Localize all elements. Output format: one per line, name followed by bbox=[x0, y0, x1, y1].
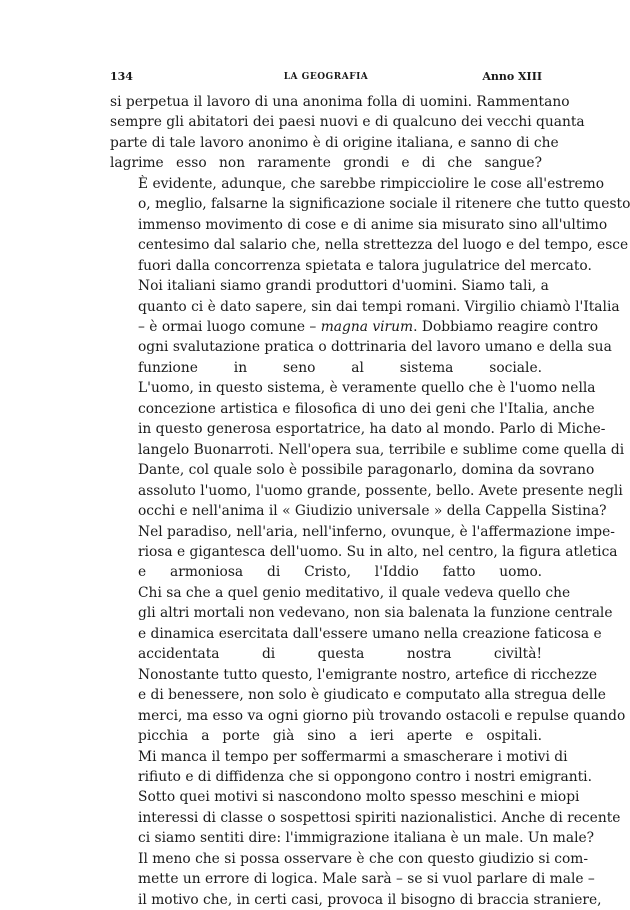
text-line: Mi manca il tempo per soffermarmi a smascherare i motivi di bbox=[110, 747, 542, 767]
text-line: Sotto quei motivi si nascondono molto spesso meschini e miopi bbox=[110, 787, 542, 807]
text-line: fuori dalla concorrenza spietata e talora jugulatrice del mercato. bbox=[110, 256, 542, 276]
text-line: funzione in seno al sistema sociale. bbox=[110, 358, 542, 378]
text-line: merci, ma esso va ogni giorno più trovando ostacoli e repulse quando bbox=[110, 706, 542, 726]
paragraph bbox=[110, 276, 542, 378]
text-line: Nel paradiso, nell'aria, nell'inferno, ovunque, è l'affermazione impe- bbox=[110, 522, 542, 542]
text-line: sempre gli abitatori dei paesi nuovi e di qualcuno dei vecchi quanta bbox=[110, 112, 542, 132]
text-line: centesimo dal salario che, nella strettezza del luogo e del tempo, esce bbox=[110, 235, 542, 255]
text-line: ci siamo sentiti dire: l'immigrazione italiana è un male. Un male? bbox=[110, 828, 542, 848]
text-line: si perpetua il lavoro di una anonima folla di uomini. Rammentano bbox=[110, 92, 542, 112]
text-line: Il meno che si possa osservare è che con questo giudizio si com- bbox=[110, 849, 542, 869]
text-line: gli altri mortali non vedevano, non sia balenata la funzione centrale bbox=[110, 603, 542, 623]
paragraph bbox=[110, 747, 542, 910]
paragraph bbox=[110, 92, 542, 174]
text-line: e di benessere, non solo è giudicato e computato alla stregua delle bbox=[110, 685, 542, 705]
paragraph bbox=[110, 174, 542, 276]
text-line: immenso movimento di cose e di anime sia misurato sino all'ultimo bbox=[110, 215, 542, 235]
text-line: rifiuto e di diffidenza che si oppongono contro i nostri emigranti. bbox=[110, 767, 542, 787]
text-line: Noi italiani siamo grandi produttori d'uomini. Siamo tali, a bbox=[110, 276, 542, 296]
journal-title: LA GEOGRAFIA bbox=[110, 70, 542, 84]
body-text bbox=[110, 92, 542, 910]
paragraph bbox=[110, 665, 542, 747]
paragraph bbox=[110, 378, 542, 583]
text-line: È evidente, adunque, che sarebbe rimpicciolire le cose all'estremo bbox=[110, 174, 542, 194]
text-line: – è ormai luogo comune – magna virum. Dobbiamo reagire contro bbox=[110, 317, 542, 337]
text-line: Nonostante tutto questo, l'emigrante nostro, artefice di ricchezze bbox=[110, 665, 542, 685]
text-line: Dante, col quale solo è possibile paragonarlo, domina da sovrano bbox=[110, 460, 542, 480]
text-line: parte di tale lavoro anonimo è di origine italiana, e sanno di che bbox=[110, 133, 542, 153]
text-line: occhi e nell'anima il « Giudizio universale » della Cappella Sistina? bbox=[110, 501, 542, 521]
text-line: concezione artistica e filosofica di uno dei geni che l'Italia, anche bbox=[110, 399, 542, 419]
text-line: mette un errore di logica. Male sarà – se si vuol parlare di male – bbox=[110, 869, 542, 889]
text-line: o, meglio, falsarne la significazione sociale il ritenere che tutto questo bbox=[110, 194, 542, 214]
text-line: L'uomo, in questo sistema, è veramente quello che è l'uomo nella bbox=[110, 378, 542, 398]
text-line: lagrime esso non raramente grondi e di che sangue? bbox=[110, 153, 542, 173]
text-line: e armoniosa di Cristo, l'Iddio fatto uomo. bbox=[110, 562, 542, 582]
text-line: accidentata di questa nostra civiltà! bbox=[110, 644, 542, 664]
volume-year: Anno XIII bbox=[482, 70, 542, 84]
text-line: assoluto l'uomo, l'uomo grande, possente, bello. Avete presente negli bbox=[110, 481, 542, 501]
text-line: ogni svalutazione pratica o dottrinaria del lavoro umano e della sua bbox=[110, 337, 542, 357]
text-line: picchia a porte già sino a ieri aperte e ospitali. bbox=[110, 726, 542, 746]
text-line: riosa e gigantesca dell'uomo. Su in alto, nel centro, la figura atletica bbox=[110, 542, 542, 562]
latin-phrase: magna virum bbox=[321, 319, 413, 335]
text-line: quanto ci è dato sapere, sin dai tempi romani. Virgilio chiamò l'Italia bbox=[110, 297, 542, 317]
text-line: langelo Buonarroti. Nell'opera sua, terribile e sublime come quella di bbox=[110, 440, 542, 460]
text-line: interessi di classe o sospettosi spiriti nazionalistici. Anche di recente bbox=[110, 808, 542, 828]
text-line: il motivo che, in certi casi, provoca il bisogno di braccia straniere, bbox=[110, 890, 542, 910]
page-number: 134 bbox=[110, 70, 133, 84]
text-line: e dinamica esercitata dall'essere umano nella creazione faticosa e bbox=[110, 624, 542, 644]
text-line: in questo generosa esportatrice, ha dato al mondo. Parlo di Miche- bbox=[110, 419, 542, 439]
paragraph bbox=[110, 583, 542, 665]
text-line: Chi sa che a quel genio meditativo, il quale vedeva quello che bbox=[110, 583, 542, 603]
